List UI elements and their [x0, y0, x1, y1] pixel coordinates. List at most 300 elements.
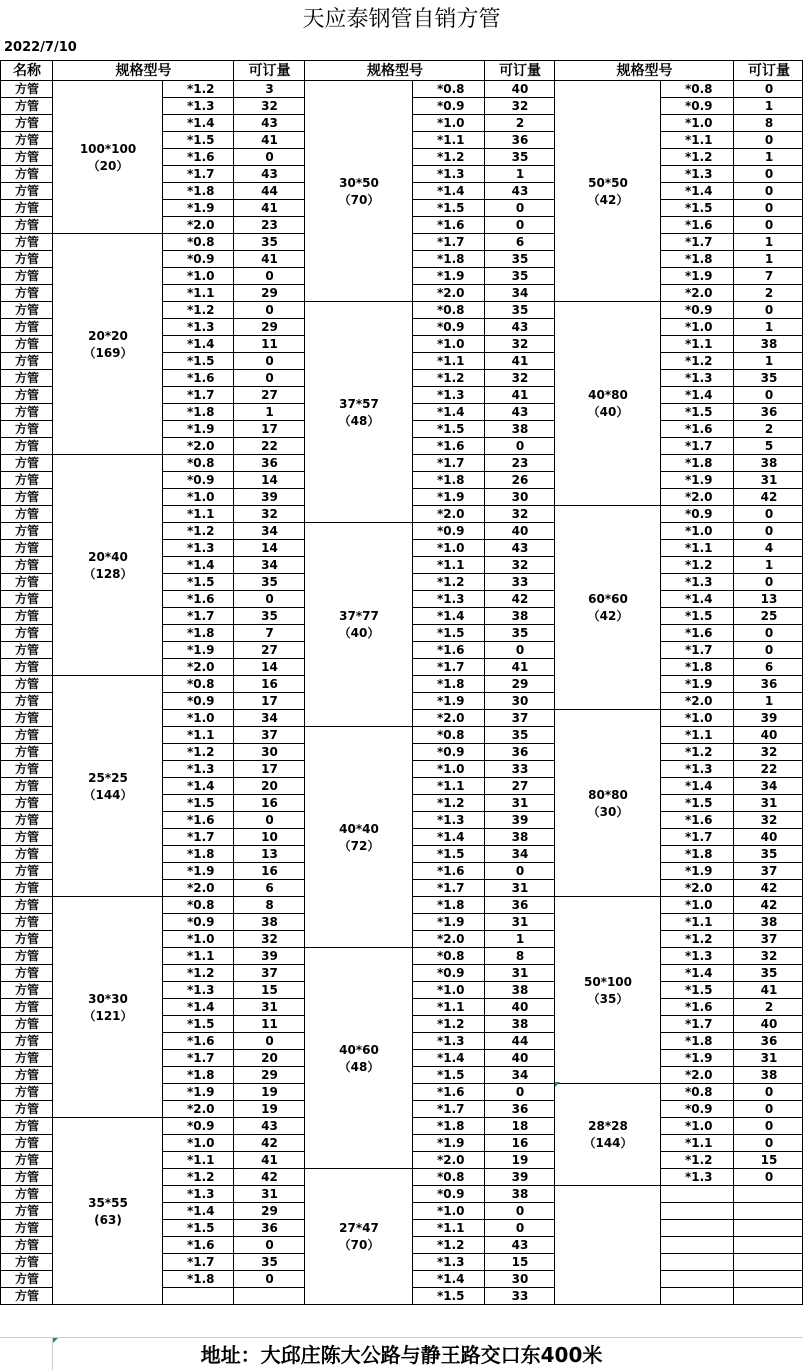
group-spec-cell: 30*50 （70）: [304, 80, 413, 302]
quantity-cell: 7: [233, 624, 305, 642]
quantity-cell: 0: [733, 1083, 803, 1101]
thickness-cell: *1.9: [162, 641, 234, 659]
thickness-cell: *0.9: [660, 505, 734, 523]
quantity-cell: 35: [233, 607, 305, 625]
quantity-cell: 1: [233, 403, 305, 421]
thickness-cell: *1.8: [660, 658, 734, 676]
thickness-cell: *1.8: [162, 845, 234, 863]
thickness-cell: *1.8: [412, 896, 485, 914]
quantity-cell: 32: [733, 947, 803, 965]
product-name-cell: 方管: [0, 403, 53, 421]
thickness-cell: *1.6: [412, 216, 485, 234]
thickness-cell: *0.8: [412, 80, 485, 98]
product-name-cell: 方管: [0, 80, 53, 98]
product-name-cell: 方管: [0, 947, 53, 965]
thickness-cell: *1.2: [660, 556, 734, 574]
thickness-cell: *1.7: [660, 641, 734, 659]
quantity-cell: 35: [484, 267, 555, 285]
thickness-cell: *1.0: [660, 1117, 734, 1135]
thickness-cell: *1.0: [412, 335, 485, 353]
quantity-cell: 33: [484, 760, 555, 778]
thickness-cell: *1.6: [162, 1032, 234, 1050]
thickness-cell: *1.1: [162, 284, 234, 302]
quantity-cell: 0: [233, 1270, 305, 1288]
product-name-cell: 方管: [0, 1049, 53, 1067]
thickness-cell: *2.0: [162, 879, 234, 897]
quantity-cell: 7: [733, 267, 803, 285]
thickness-cell: *1.7: [660, 233, 734, 251]
quantity-cell: 23: [233, 216, 305, 234]
quantity-cell: 42: [484, 590, 555, 608]
quantity-cell: 2: [484, 114, 555, 132]
quantity-cell: 0: [233, 1032, 305, 1050]
thickness-cell: *1.4: [660, 590, 734, 608]
thickness-cell: *1.0: [162, 1134, 234, 1152]
thickness-cell: *1.6: [412, 641, 485, 659]
quantity-cell: 34: [233, 709, 305, 727]
thickness-cell: *1.7: [412, 879, 485, 897]
quantity-cell: 29: [484, 675, 555, 693]
quantity-cell: 23: [484, 454, 555, 472]
thickness-cell: *1.9: [660, 1049, 734, 1067]
product-name-cell: 方管: [0, 199, 53, 217]
thickness-cell: *1.3: [162, 97, 234, 115]
thickness-cell: *0.8: [412, 301, 485, 319]
thickness-cell: *1.2: [660, 743, 734, 761]
product-name-cell: 方管: [0, 131, 53, 149]
group-spec-cell: 37*77 （40）: [304, 522, 413, 727]
header-spec-1: 规格型号: [52, 60, 234, 81]
thickness-cell: *1.2: [162, 80, 234, 98]
product-name-cell: 方管: [0, 471, 53, 489]
thickness-cell: *1.9: [162, 1083, 234, 1101]
thickness-cell: *0.8: [660, 80, 734, 98]
thickness-cell: *1.0: [412, 981, 485, 999]
quantity-cell: 38: [484, 828, 555, 846]
footer-gridline: [0, 1337, 803, 1338]
quantity-cell: 38: [733, 454, 803, 472]
thickness-cell: *0.9: [412, 1185, 485, 1203]
product-name-cell: 方管: [0, 1083, 53, 1101]
quantity-cell: [233, 1287, 305, 1305]
quantity-cell: 0: [733, 1134, 803, 1152]
thickness-cell: [660, 1185, 734, 1203]
thickness-cell: *0.9: [162, 250, 234, 268]
product-name-cell: 方管: [0, 488, 53, 506]
thickness-cell: *1.6: [162, 148, 234, 166]
product-name-cell: 方管: [0, 1015, 53, 1033]
quantity-cell: 39: [484, 811, 555, 829]
quantity-cell: 27: [484, 777, 555, 795]
thickness-cell: *1.3: [660, 760, 734, 778]
thickness-cell: *1.5: [660, 403, 734, 421]
cell-comment-marker-icon: [555, 1082, 560, 1087]
thickness-cell: *1.8: [162, 403, 234, 421]
group-spec-cell: 25*25 （144）: [52, 675, 163, 897]
quantity-cell: 42: [733, 879, 803, 897]
thickness-cell: *1.0: [162, 267, 234, 285]
quantity-cell: [733, 1185, 803, 1203]
product-name-cell: 方管: [0, 692, 53, 710]
quantity-cell: 3: [233, 80, 305, 98]
thickness-cell: *1.7: [412, 454, 485, 472]
quantity-cell: 0: [733, 216, 803, 234]
product-name-cell: 方管: [0, 352, 53, 370]
thickness-cell: *1.8: [412, 471, 485, 489]
product-name-cell: 方管: [0, 1236, 53, 1254]
quantity-cell: 43: [233, 165, 305, 183]
quantity-cell: 29: [233, 284, 305, 302]
quantity-cell: 36: [233, 1219, 305, 1237]
thickness-cell: *1.1: [162, 1151, 234, 1169]
product-name-cell: 方管: [0, 1117, 53, 1135]
thickness-cell: *1.7: [162, 165, 234, 183]
thickness-cell: *1.4: [412, 828, 485, 846]
thickness-cell: *1.3: [412, 590, 485, 608]
header-spec-2: 规格型号: [304, 60, 485, 81]
address-footer: 地址：大邱庄陈大公路与静王路交口东400米: [200, 1343, 603, 1367]
thickness-cell: *1.6: [162, 369, 234, 387]
quantity-cell: 41: [233, 199, 305, 217]
thickness-cell: *1.0: [660, 522, 734, 540]
thickness-cell: *1.9: [412, 913, 485, 931]
thickness-cell: *1.5: [660, 981, 734, 999]
product-name-cell: 方管: [0, 1219, 53, 1237]
quantity-cell: 1: [733, 250, 803, 268]
page-title: 天应泰钢管自销方管: [302, 7, 501, 32]
thickness-cell: *2.0: [660, 284, 734, 302]
product-name-cell: 方管: [0, 148, 53, 166]
thickness-cell: [660, 1270, 734, 1288]
thickness-cell: *1.1: [660, 539, 734, 557]
thickness-cell: *1.2: [660, 148, 734, 166]
thickness-cell: *1.4: [412, 182, 485, 200]
product-name-cell: 方管: [0, 284, 53, 302]
quantity-cell: 8: [733, 114, 803, 132]
quantity-cell: 0: [233, 148, 305, 166]
thickness-cell: *0.8: [162, 233, 234, 251]
quantity-cell: 41: [233, 1151, 305, 1169]
product-name-cell: 方管: [0, 420, 53, 438]
quantity-cell: 0: [733, 386, 803, 404]
thickness-cell: *1.4: [660, 777, 734, 795]
quantity-cell: 40: [733, 1015, 803, 1033]
quantity-cell: 0: [484, 1202, 555, 1220]
quantity-cell: 15: [233, 981, 305, 999]
thickness-cell: *1.2: [162, 1168, 234, 1186]
product-name-cell: 方管: [0, 556, 53, 574]
quantity-cell: 34: [484, 1066, 555, 1084]
thickness-cell: *0.8: [412, 947, 485, 965]
thickness-cell: *1.5: [660, 607, 734, 625]
thickness-cell: *1.1: [660, 726, 734, 744]
thickness-cell: *1.9: [660, 675, 734, 693]
quantity-cell: 19: [484, 1151, 555, 1169]
quantity-cell: 35: [233, 233, 305, 251]
product-name-cell: 方管: [0, 573, 53, 591]
quantity-cell: 29: [233, 1066, 305, 1084]
thickness-cell: *1.1: [412, 777, 485, 795]
thickness-cell: *2.0: [162, 658, 234, 676]
product-name-cell: 方管: [0, 658, 53, 676]
thickness-cell: *1.6: [412, 862, 485, 880]
thickness-cell: *1.9: [412, 488, 485, 506]
thickness-cell: *2.0: [660, 488, 734, 506]
quantity-cell: 0: [733, 80, 803, 98]
thickness-cell: *1.2: [660, 930, 734, 948]
thickness-cell: *1.9: [660, 471, 734, 489]
thickness-cell: *1.9: [412, 692, 485, 710]
thickness-cell: *1.8: [162, 182, 234, 200]
product-name-cell: 方管: [0, 1100, 53, 1118]
header-qty-1: 可订量: [233, 60, 305, 81]
quantity-cell: 44: [484, 1032, 555, 1050]
thickness-cell: *0.8: [660, 1083, 734, 1101]
quantity-cell: 0: [484, 1219, 555, 1237]
product-name-cell: 方管: [0, 301, 53, 319]
product-name-cell: 方管: [0, 1151, 53, 1169]
thickness-cell: *1.9: [162, 862, 234, 880]
thickness-cell: *1.4: [162, 998, 234, 1016]
quantity-cell: 22: [733, 760, 803, 778]
quantity-cell: 31: [233, 998, 305, 1016]
quantity-cell: 31: [484, 913, 555, 931]
quantity-cell: 4: [733, 539, 803, 557]
thickness-cell: *1.5: [412, 1066, 485, 1084]
quantity-cell: 20: [233, 1049, 305, 1067]
quantity-cell: 37: [233, 964, 305, 982]
product-name-cell: 方管: [0, 233, 53, 251]
thickness-cell: *0.8: [412, 726, 485, 744]
thickness-cell: *1.4: [660, 182, 734, 200]
thickness-cell: *1.5: [162, 794, 234, 812]
quantity-cell: 1: [733, 148, 803, 166]
quantity-cell: 1: [484, 930, 555, 948]
report-date: 2022/7/10: [4, 40, 77, 55]
thickness-cell: *1.8: [412, 675, 485, 693]
quantity-cell: 39: [733, 709, 803, 727]
thickness-cell: *1.4: [162, 1202, 234, 1220]
thickness-cell: *0.9: [412, 97, 485, 115]
product-name-cell: 方管: [0, 369, 53, 387]
thickness-cell: *1.1: [660, 1134, 734, 1152]
quantity-cell: 38: [484, 607, 555, 625]
thickness-cell: *1.5: [162, 573, 234, 591]
thickness-cell: *1.7: [162, 607, 234, 625]
thickness-cell: [660, 1202, 734, 1220]
thickness-cell: *1.8: [412, 1117, 485, 1135]
thickness-cell: *1.0: [412, 539, 485, 557]
quantity-cell: 43: [233, 1117, 305, 1135]
thickness-cell: *1.5: [660, 794, 734, 812]
quantity-cell: 29: [233, 318, 305, 336]
thickness-cell: *1.5: [162, 1219, 234, 1237]
product-name-cell: 方管: [0, 97, 53, 115]
thickness-cell: *1.3: [412, 1032, 485, 1050]
quantity-cell: 35: [484, 148, 555, 166]
thickness-cell: *1.6: [660, 420, 734, 438]
quantity-cell: 37: [233, 726, 305, 744]
thickness-cell: *1.1: [162, 726, 234, 744]
thickness-cell: *1.2: [412, 148, 485, 166]
quantity-cell: 34: [484, 845, 555, 863]
quantity-cell: 31: [733, 1049, 803, 1067]
quantity-cell: 1: [733, 318, 803, 336]
product-name-cell: 方管: [0, 590, 53, 608]
thickness-cell: *2.0: [412, 709, 485, 727]
quantity-cell: 0: [733, 1168, 803, 1186]
quantity-cell: 42: [733, 896, 803, 914]
quantity-cell: 32: [484, 556, 555, 574]
quantity-cell: 32: [233, 930, 305, 948]
thickness-cell: *2.0: [660, 692, 734, 710]
thickness-cell: *1.3: [162, 981, 234, 999]
quantity-cell: 0: [733, 199, 803, 217]
thickness-cell: *1.5: [412, 624, 485, 642]
thickness-cell: *0.8: [162, 454, 234, 472]
thickness-cell: *1.4: [162, 114, 234, 132]
thickness-cell: *1.4: [660, 386, 734, 404]
thickness-cell: *1.4: [412, 1049, 485, 1067]
quantity-cell: 35: [484, 250, 555, 268]
quantity-cell: 31: [733, 471, 803, 489]
group-spec-cell: 37*57 （48）: [304, 301, 413, 523]
quantity-cell: 41: [233, 250, 305, 268]
thickness-cell: *2.0: [162, 437, 234, 455]
quantity-cell: 38: [733, 335, 803, 353]
quantity-cell: 0: [733, 505, 803, 523]
quantity-cell: 39: [233, 947, 305, 965]
thickness-cell: *0.8: [162, 896, 234, 914]
quantity-cell: 43: [484, 182, 555, 200]
thickness-cell: *1.3: [660, 573, 734, 591]
quantity-cell: [733, 1202, 803, 1220]
quantity-cell: 35: [233, 1253, 305, 1271]
quantity-cell: 37: [484, 709, 555, 727]
thickness-cell: *1.8: [660, 1032, 734, 1050]
quantity-cell: 41: [484, 352, 555, 370]
thickness-cell: *1.0: [162, 488, 234, 506]
quantity-cell: 38: [733, 1066, 803, 1084]
quantity-cell: 43: [484, 539, 555, 557]
quantity-cell: 0: [733, 301, 803, 319]
quantity-cell: 37: [733, 930, 803, 948]
group-spec-cell: 40*40 （72）: [304, 726, 413, 948]
quantity-cell: 16: [484, 1134, 555, 1152]
product-name-cell: 方管: [0, 386, 53, 404]
product-name-cell: 方管: [0, 1287, 53, 1305]
quantity-cell: 40: [484, 522, 555, 540]
quantity-cell: 16: [233, 794, 305, 812]
quantity-cell: 30: [233, 743, 305, 761]
quantity-cell: 44: [233, 182, 305, 200]
quantity-cell: 31: [484, 879, 555, 897]
thickness-cell: *1.2: [412, 1015, 485, 1033]
product-name-cell: 方管: [0, 607, 53, 625]
quantity-cell: 31: [233, 1185, 305, 1203]
thickness-cell: *1.1: [412, 998, 485, 1016]
quantity-cell: 42: [233, 1134, 305, 1152]
product-name-cell: 方管: [0, 743, 53, 761]
quantity-cell: 35: [733, 964, 803, 982]
quantity-cell: 1: [733, 352, 803, 370]
quantity-cell: 14: [233, 539, 305, 557]
thickness-cell: *1.6: [412, 1083, 485, 1101]
product-name-cell: 方管: [0, 539, 53, 557]
product-name-cell: 方管: [0, 437, 53, 455]
quantity-cell: 0: [233, 1236, 305, 1254]
thickness-cell: *1.3: [412, 811, 485, 829]
thickness-cell: *1.7: [412, 233, 485, 251]
thickness-cell: *1.3: [412, 386, 485, 404]
quantity-cell: 35: [233, 573, 305, 591]
thickness-cell: *1.2: [162, 743, 234, 761]
product-name-cell: 方管: [0, 1168, 53, 1186]
quantity-cell: 38: [484, 420, 555, 438]
quantity-cell: 6: [733, 658, 803, 676]
thickness-cell: *1.7: [162, 828, 234, 846]
quantity-cell: 30: [484, 1270, 555, 1288]
quantity-cell: [733, 1219, 803, 1237]
product-name-cell: 方管: [0, 879, 53, 897]
quantity-cell: 40: [733, 828, 803, 846]
quantity-cell: [733, 1236, 803, 1254]
thickness-cell: *1.1: [412, 1219, 485, 1237]
product-name-cell: 方管: [0, 624, 53, 642]
thickness-cell: *1.9: [412, 267, 485, 285]
quantity-cell: 19: [233, 1100, 305, 1118]
thickness-cell: *1.7: [162, 1049, 234, 1067]
group-spec-cell: 50*50 （42）: [554, 80, 661, 302]
quantity-cell: 41: [484, 658, 555, 676]
product-name-cell: 方管: [0, 794, 53, 812]
quantity-cell: [733, 1253, 803, 1271]
thickness-cell: *2.0: [412, 1151, 485, 1169]
thickness-cell: *1.8: [412, 250, 485, 268]
thickness-cell: *1.7: [660, 828, 734, 846]
thickness-cell: *1.6: [660, 998, 734, 1016]
quantity-cell: 15: [484, 1253, 555, 1271]
thickness-cell: *1.9: [660, 862, 734, 880]
thickness-cell: *1.2: [412, 1236, 485, 1254]
product-name-cell: 方管: [0, 454, 53, 472]
thickness-cell: *2.0: [412, 284, 485, 302]
thickness-cell: *1.5: [412, 845, 485, 863]
quantity-cell: 14: [233, 658, 305, 676]
thickness-cell: *1.6: [660, 624, 734, 642]
thickness-cell: *1.4: [412, 1270, 485, 1288]
quantity-cell: 0: [233, 267, 305, 285]
thickness-cell: *0.9: [412, 318, 485, 336]
thickness-cell: *1.5: [412, 199, 485, 217]
quantity-cell: 0: [733, 1117, 803, 1135]
quantity-cell: 35: [484, 726, 555, 744]
quantity-cell: 36: [233, 454, 305, 472]
thickness-cell: *1.0: [660, 318, 734, 336]
quantity-cell: 17: [233, 420, 305, 438]
quantity-cell: 0: [484, 641, 555, 659]
thickness-cell: *1.0: [162, 709, 234, 727]
quantity-cell: 38: [484, 981, 555, 999]
thickness-cell: *1.8: [162, 1066, 234, 1084]
thickness-cell: *1.0: [660, 896, 734, 914]
group-spec-cell: 100*100 （20）: [52, 80, 163, 234]
quantity-cell: 33: [484, 1287, 555, 1305]
thickness-cell: *1.1: [162, 505, 234, 523]
group-spec-cell: 20*40 （128）: [52, 454, 163, 676]
quantity-cell: 38: [733, 913, 803, 931]
thickness-cell: *1.5: [162, 352, 234, 370]
